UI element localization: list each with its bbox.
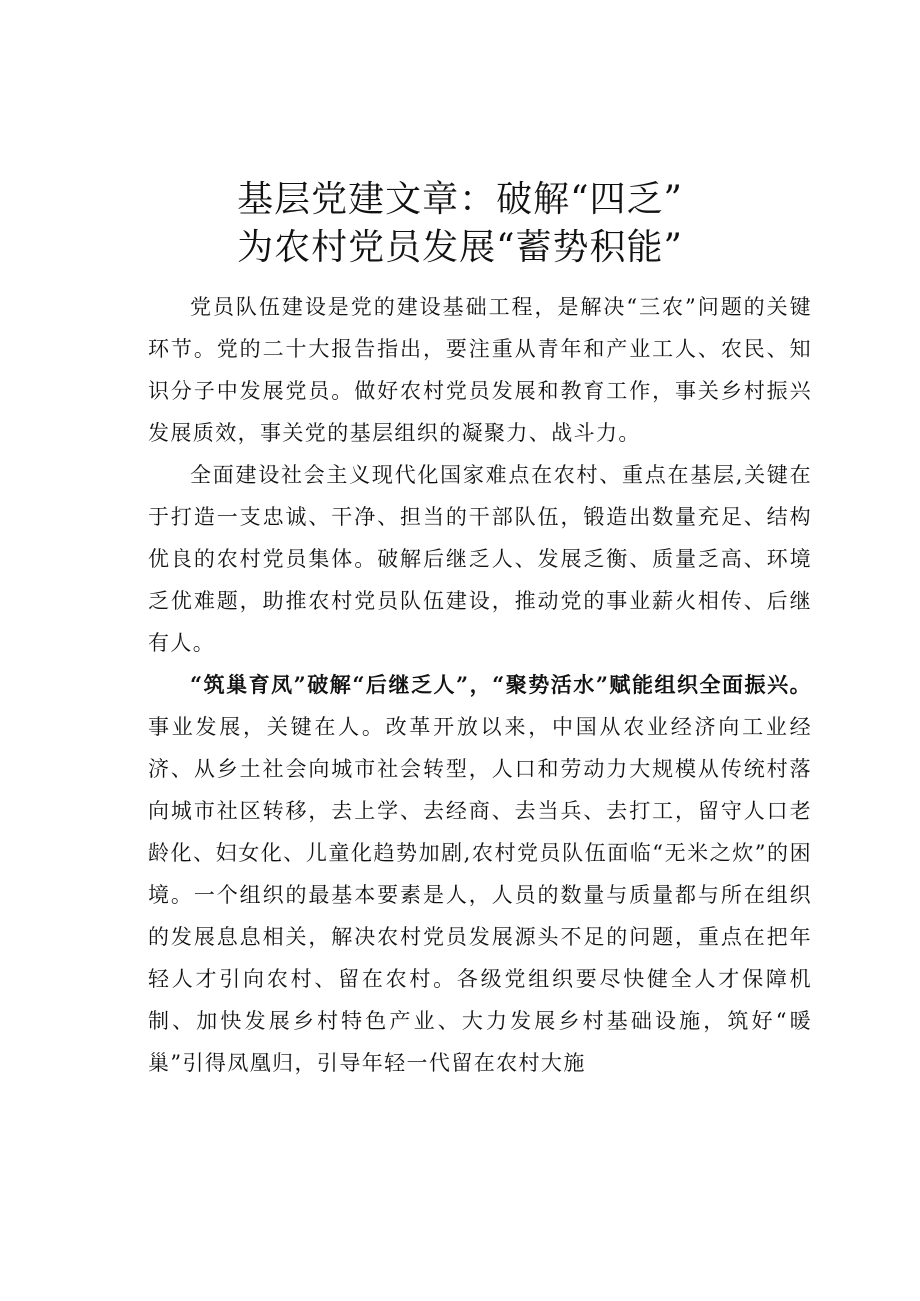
paragraph-3-text: 事业发展，关键在人。改革开放以来，中国从农业经济向工业经济、从乡土社会向城市社会转型，人口和劳动力大规模从传统村落向城市社区转移，去上学、去经商、去当兵、去打工，留守人口老龄化、妇女化、儿童化趋势加剧,农村党员队伍面临“无米之炊”的困境。一个组织的最基本要素是人，人员的数量与质量都与所在组织的发展息息相关，解决农村党员发展源头不足的问题，重点在把年轻人才引向农村、留在农村。各级党组织要尽快健全人才保障机制、加快发展乡村特色产业、大力发展乡村基础设施，筑好“暖巢”引得凤凰归，引导年轻一代留在农村大施 [148,715,812,1075]
paragraph-1-text: 党员队伍建设是党的建设基础工程，是解决“三农”问题的关键环节。党的二十大报告指出，要注重从青年和产业工人、农民、知识分子中发展党员。做好农村党员发展和教育工作，事关乡村振兴发展质效，事关党的基层组织的凝聚力、战斗力。 [148,295,812,445]
title-line-1: 基层党建文章：破解“四乏” [237,179,683,221]
paragraph-2-text: 全面建设社会主义现代化国家难点在农村、重点在基层,关键在于打造一支忠诚、干净、担当的干部队伍，锻造出数量充足、结构优良的农村党员集体。破解后继乏人、发展乏衡、质量乏高、环境乏优难题，助推农村党员队伍建设，推动党的事业薪火相传、后继有人。 [148,463,812,655]
paragraph-3 [148,664,812,1084]
paragraph-3-bold-lead: “筑巢育凤”破解“后继乏人”，“聚势活水”赋能组织全面振兴。 [190,672,812,697]
title-line-2: 为农村党员发展“蓄势积能” [237,227,683,269]
paragraph-2 [148,454,812,664]
document-body [148,286,812,1084]
paragraph-1 [148,286,812,454]
document-title [0,176,920,272]
